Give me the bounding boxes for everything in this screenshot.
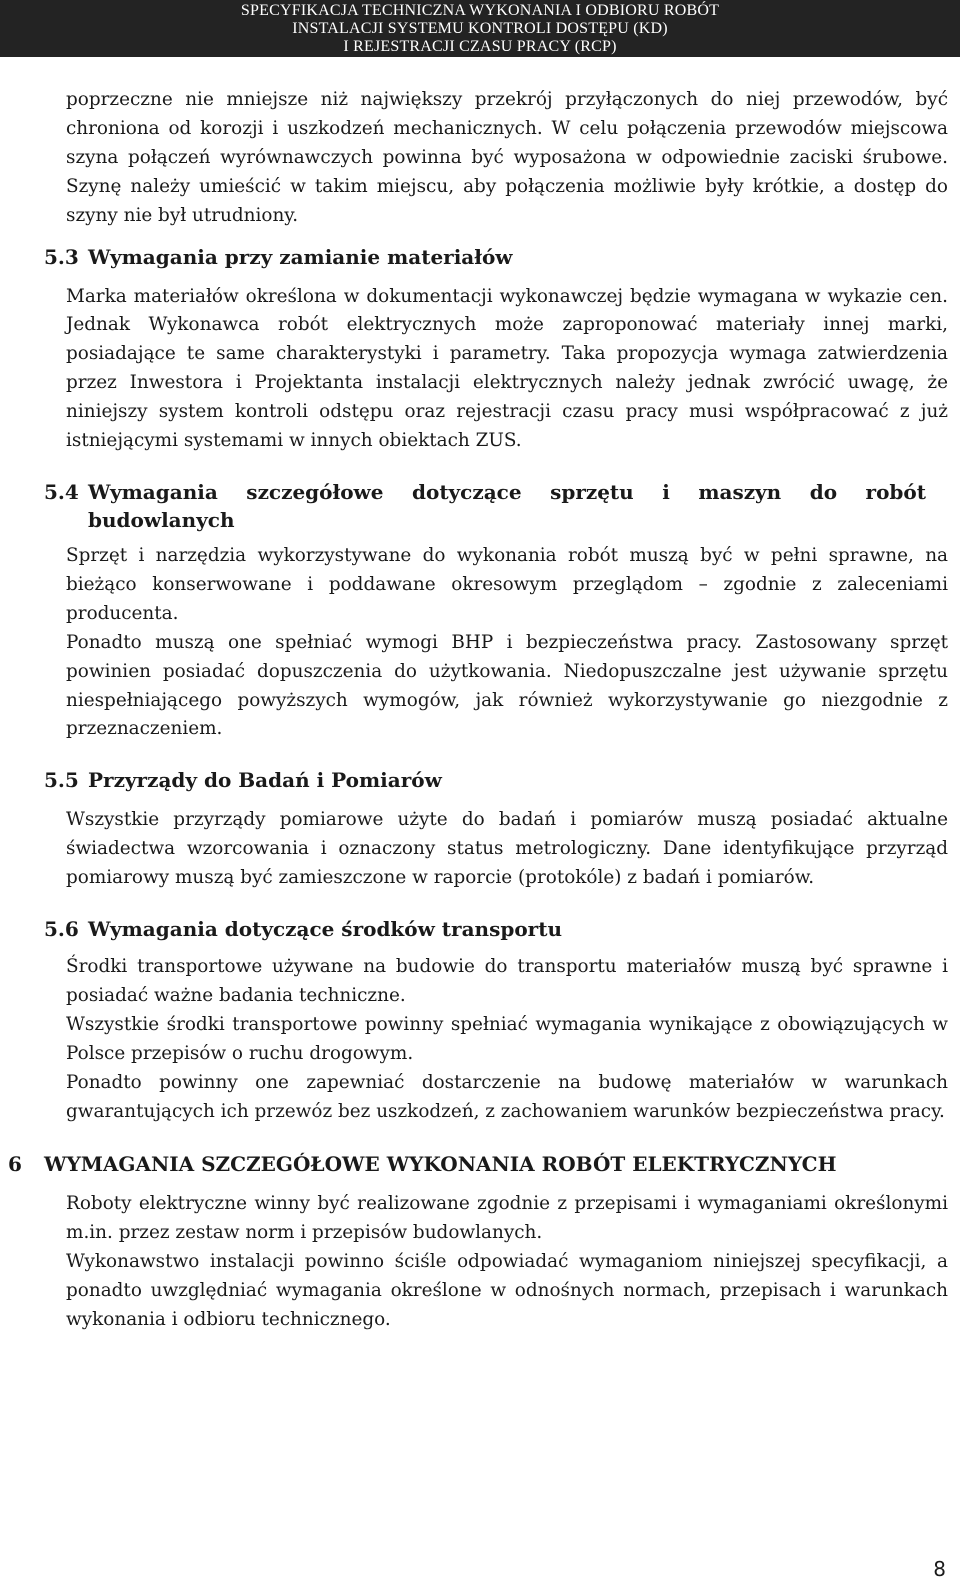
page-content (8, 86, 948, 1335)
section-5-4-paragraph-1: Sprzęt i narzędzia wykorzystywane do wykonania robót muszą być w pełni sprawne, na bieżąco konserwowane i poddawane okresowym przeglądom – zgodnie z zaleceniami producenta. (66, 544, 948, 624)
section-5-4-heading (44, 478, 926, 534)
section-number: 5.6 (44, 917, 79, 942)
section-6-heading (8, 1150, 948, 1178)
page-number: 8 (933, 1557, 946, 1581)
section-5-6-paragraph-3: Ponadto powinny one zapewniać dostarczenie na budowę materiałów w warunkach gwarantujących ich przewóz bez uszkodzeń, z zachowaniem warunków bezpieczeństwa pracy. (66, 1071, 948, 1122)
section-5-6-paragraph-1: Środki transportowe używane na budowie do transportu materiałów muszą być sprawne i posiadać ważne badania techniczne. (66, 956, 948, 1006)
header-line-3: I REJESTRACJI CZASU PRACY (RCP) (343, 38, 617, 55)
section-6-paragraph-1: Roboty elektryczne winny być realizowane zgodnie z przepisami i wymaganiami określonymi m.in. przez zestaw norm i przepisów budowlanych. (66, 1193, 948, 1244)
section-number: 5.5 (44, 768, 79, 793)
section-5-5-heading (44, 766, 926, 794)
section-5-6-heading (44, 915, 926, 943)
section-title: WYMAGANIA SZCZEGÓŁOWE WYKONANIA ROBÓT ELEKTRYCZNYCH (44, 1152, 837, 1177)
page-header (0, 0, 960, 57)
section-title: Wymagania przy zamianie materiałów (88, 244, 513, 269)
section-title: Wymagania dotyczące środków transportu (88, 917, 562, 942)
section-6-paragraph-2: Wykonawstwo instalacji powinno ściśle odpowiadać wymaganiom niniejszej specyfikacji, a ponadto uwzględniać wymagania określone w odnośnych normach, przepisach i warunkach wykonania i odbioru technicznego. (66, 1251, 948, 1331)
section-5-6-paragraph-2: Wszystkie środki transportowe powinny spełniać wymagania wynikające z obowiązujących w Polsce przepisów o ruchu drogowym. (66, 1013, 948, 1064)
section-number: 5.3 (44, 244, 79, 269)
section-number: 6 (8, 1152, 22, 1177)
section-5-3-heading (44, 243, 926, 271)
section-5-4-paragraph-2: Ponadto muszą one spełniać wymogi BHP i bezpieczeństwa pracy. Zastosowany sprzęt powinien posiadać dopuszczenia do użytkowania. Niedopuszczalne jest używanie sprzętu niespełniającego powyższych wymogów, jak również wykorzystywanie go niezgodnie z przeznaczeniem. (66, 631, 948, 740)
section-title: Przyrządy do Badań i Pomiarów (88, 768, 442, 793)
section-5-5-paragraph: Wszystkie przyrządy pomiarowe użyte do badań i pomiarów muszą posiadać aktualne świadectwa wzorcowania i oznaczony status metrologiczny. Dane identyfikujące przyrząd pomiarowy muszą być zamieszczone w raporcie (protokóle) z badań i pomiarów. (66, 809, 948, 889)
section-number: 5.4 (44, 479, 79, 504)
section-title: Wymagania szczegółowe dotyczące sprzętu i maszyn do robót budowlanych (88, 479, 926, 532)
header-line-2: INSTALACJI SYSTEMU KONTROLI DOSTĘPU (KD) (292, 20, 668, 37)
header-line-1: SPECYFIKACJA TECHNICZNA WYKONANIA I ODBIORU ROBÓT (240, 2, 720, 19)
intro-paragraph: poprzeczne nie mniejsze niż największy przekrój przyłączonych do niej przewodów, być chroniona od korozji i uszkodzeń mechanicznych. W celu połączenia przewodów miejscowa szyna połączeń wyrównawczych powinna być wyposażona w odpowiednie zaciski śrubowe. Szynę należy umieścić w takim miejscu, aby połączenia możliwie były krótkie, a dostęp do szyny nie był utrudniony. (66, 89, 948, 226)
section-5-3-paragraph: Marka materiałów określona w dokumentacji wykonawczej będzie wymagana w wykazie cen. Jednak Wykonawca robót elektrycznych może zaproponować materiały innej marki, posiadające te same charakterystyki i parametry. Taka propozycja wymaga zatwierdzenia przez Inwestora i Projektanta instalacji elektrycznych należy jednak zwrócić uwagę, że niniejszy system kontroli odstępu oraz rejestracji czasu pracy musi współpracować z już istniejącymi systemami w innych obiektach ZUS. (66, 285, 948, 452)
